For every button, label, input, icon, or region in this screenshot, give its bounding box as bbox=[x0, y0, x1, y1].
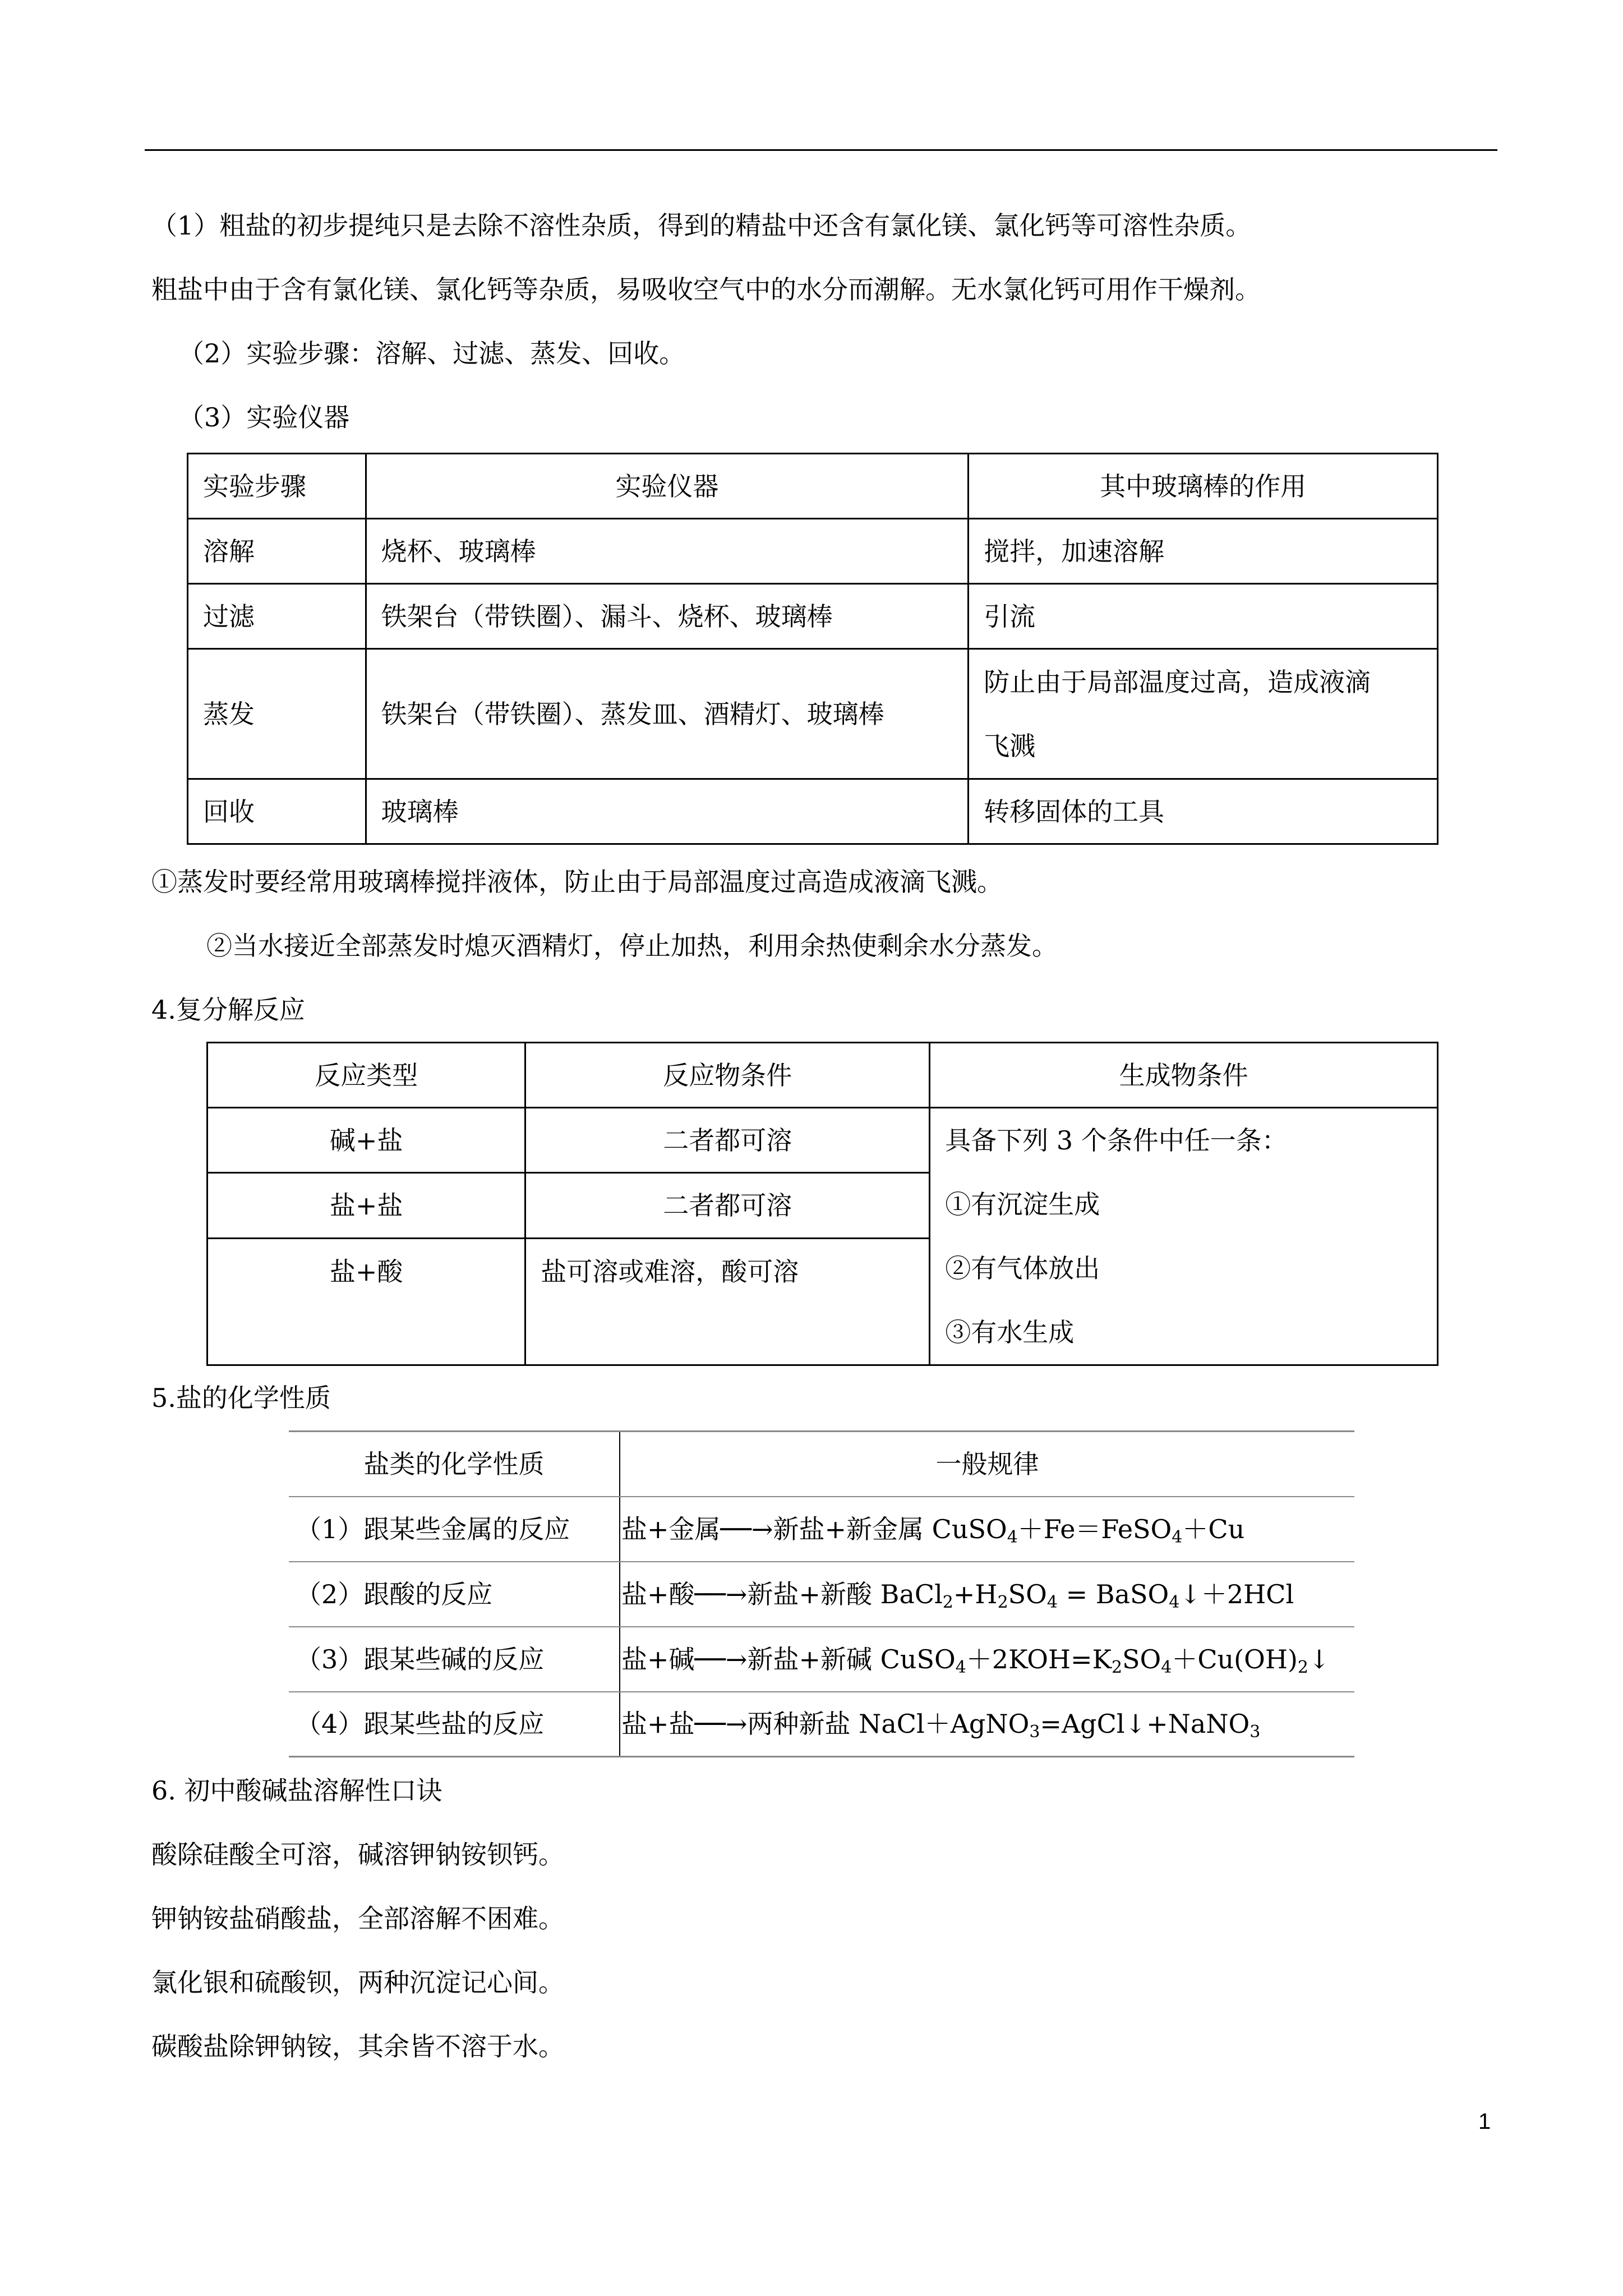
table-row bbox=[188, 779, 1438, 844]
table-header-row bbox=[188, 454, 1438, 519]
table-cell bbox=[969, 649, 1438, 779]
equation: CuSO$_4$＋Fe＝FeSO$_4$＋Cu bbox=[932, 1513, 1245, 1547]
table-header: 反应类型 bbox=[208, 1043, 525, 1108]
table-cell: 碱+盐 bbox=[208, 1108, 525, 1173]
table-cell: （2）跟酸的反应 bbox=[289, 1562, 620, 1627]
verse-line: 氯化银和硫酸钡，两种沉淀记心间。 bbox=[151, 1967, 564, 1998]
table-row bbox=[208, 1108, 1438, 1173]
cell-line: 防止由于局部温度过高，造成液滴 bbox=[984, 666, 1371, 697]
double-decomposition-table bbox=[206, 1042, 1438, 1366]
table-header: 其中玻璃棒的作用 bbox=[969, 454, 1438, 519]
verse-line: 钾钠铵盐硝酸盐，全部溶解不困难。 bbox=[151, 1903, 564, 1934]
table-row bbox=[188, 519, 1438, 584]
table-header: 生成物条件 bbox=[930, 1043, 1438, 1108]
table-cell: 铁架台（带铁圈）、蒸发皿、酒精灯、玻璃棒 bbox=[366, 649, 969, 779]
table-cell: 二者都可溶 bbox=[525, 1173, 930, 1238]
table-cell: 盐可溶或难溶，酸可溶 bbox=[525, 1238, 930, 1365]
table-header: 一般规律 bbox=[620, 1432, 1354, 1497]
page-number: 1 bbox=[1478, 2109, 1491, 2134]
equation: $BaCl_2+H_2SO_4$ = BaSO$_4$↓＋2HCl bbox=[880, 1579, 1294, 1612]
section-heading-5: 5.盐的化学性质 bbox=[151, 1383, 331, 1413]
table-cell: 盐+酸 bbox=[208, 1238, 525, 1365]
table-header-row bbox=[289, 1432, 1354, 1497]
cell-line: ②有气体放出 bbox=[945, 1253, 1100, 1283]
table-row bbox=[289, 1692, 1354, 1757]
table-cell: （4）跟某些盐的反应 bbox=[289, 1692, 620, 1757]
table-header: 盐类的化学性质 bbox=[289, 1432, 620, 1497]
table-cell: 过滤 bbox=[188, 584, 366, 649]
table-cell bbox=[620, 1497, 1354, 1562]
paragraph-crude-salt-1: （1）粗盐的初步提纯只是去除不溶性杂质，得到的精盐中还含有氯化镁、氯化钙等可溶性杂质。 bbox=[151, 210, 1252, 241]
general-rule: 盐+碱──→新盐+新碱 bbox=[621, 1644, 873, 1674]
table-cell bbox=[620, 1562, 1354, 1627]
table-header: 实验步骤 bbox=[188, 454, 366, 519]
salt-properties-table bbox=[289, 1430, 1354, 1757]
table-row bbox=[289, 1497, 1354, 1562]
instruments-table bbox=[187, 453, 1438, 845]
table-cell: （1）跟某些金属的反应 bbox=[289, 1497, 620, 1562]
table-cell bbox=[620, 1692, 1354, 1757]
table-cell: 转移固体的工具 bbox=[969, 779, 1438, 844]
table-cell: 搅拌，加速溶解 bbox=[969, 519, 1438, 584]
general-rule: 盐+酸──→新盐+新酸 bbox=[621, 1579, 873, 1609]
table-row bbox=[188, 584, 1438, 649]
paragraph-crude-salt-2: 粗盐中由于含有氯化镁、氯化钙等杂质，易吸收空气中的水分而潮解。无水氯化钙可用作干燥剂。 bbox=[151, 274, 1261, 305]
table-row bbox=[289, 1562, 1354, 1627]
table-cell: 引流 bbox=[969, 584, 1438, 649]
general-rule: 盐+金属──→新盐+新金属 bbox=[621, 1513, 924, 1544]
general-rule: 盐+盐──→两种新盐 bbox=[621, 1709, 851, 1740]
table-cell: 铁架台（带铁圈）、漏斗、烧杯、玻璃棒 bbox=[366, 584, 969, 649]
cell-line: ①有沉淀生成 bbox=[945, 1189, 1100, 1220]
verse-line: 碳酸盐除钾钠铵，其余皆不溶于水。 bbox=[151, 2031, 564, 2062]
cell-line: 具备下列 3 个条件中任一条： bbox=[945, 1125, 1288, 1156]
table-row bbox=[188, 649, 1438, 779]
verse-line: 酸除硅酸全可溶，碱溶钾钠铵钡钙。 bbox=[151, 1839, 564, 1870]
paragraph-experiment-steps: （2）实验步骤：溶解、过滤、蒸发、回收。 bbox=[178, 338, 685, 369]
table-header: 实验仪器 bbox=[366, 454, 969, 519]
cell-line: 飞溅 bbox=[984, 730, 1036, 761]
section-heading-4: 4.复分解反应 bbox=[151, 995, 305, 1025]
table-cell: 盐+盐 bbox=[208, 1173, 525, 1238]
table-row bbox=[289, 1627, 1354, 1692]
cell-line: ③有水生成 bbox=[945, 1317, 1075, 1347]
table-header-row bbox=[208, 1043, 1438, 1108]
table-cell: 回收 bbox=[188, 779, 366, 844]
table-cell: 二者都可溶 bbox=[525, 1108, 930, 1173]
equation: $CuSO_4+2KOH=K_2SO_4+Cu(OH)_2↓$ bbox=[880, 1644, 1330, 1677]
section-heading-6: 6. 初中酸碱盐溶解性口诀 bbox=[151, 1775, 442, 1806]
table-cell: 烧杯、玻璃棒 bbox=[366, 519, 969, 584]
note-evaporation-2: ②当水接近全部蒸发时熄灭酒精灯，停止加热，利用余热使剩余水分蒸发。 bbox=[206, 931, 1058, 961]
paragraph-instruments-heading: （3）实验仪器 bbox=[178, 402, 350, 432]
table-cell: （3）跟某些碱的反应 bbox=[289, 1627, 620, 1692]
note-evaporation-1: ①蒸发时要经常用玻璃棒搅拌液体，防止由于局部温度过高造成液滴飞溅。 bbox=[151, 867, 1003, 897]
equation: NaCl＋AgNO$_3$=AgCl↓+NaNO$_3$ bbox=[859, 1709, 1261, 1742]
table-cell: 蒸发 bbox=[188, 649, 366, 779]
table-header: 反应物条件 bbox=[525, 1043, 930, 1108]
product-conditions-cell bbox=[930, 1108, 1438, 1365]
table-cell: 溶解 bbox=[188, 519, 366, 584]
table-cell: 玻璃棒 bbox=[366, 779, 969, 844]
table-cell bbox=[620, 1627, 1354, 1692]
header-rule bbox=[145, 149, 1497, 151]
